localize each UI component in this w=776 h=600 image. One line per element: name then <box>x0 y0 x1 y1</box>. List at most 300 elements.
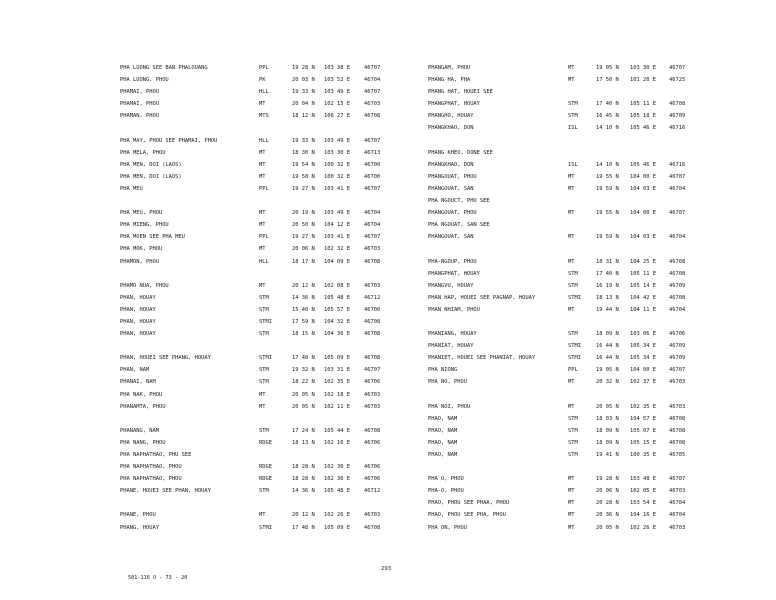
place-name: PHA MEU, PHOU <box>120 210 163 217</box>
feature-code: PK <box>259 77 266 84</box>
feature-code: MT <box>568 77 575 84</box>
gazetteer-entry <box>428 110 696 122</box>
feature-code: MT <box>259 282 266 289</box>
latitude: 19 55 N <box>596 210 619 217</box>
longitude: 102 26 E <box>630 524 656 531</box>
gazetteer-entry <box>428 219 696 231</box>
latitude: 16 45 N <box>596 113 619 120</box>
latitude: 18 13 N <box>596 294 619 301</box>
place-name: PHA-O, PHOU <box>428 488 464 495</box>
place-name: PHAMAN, PHOU <box>120 113 159 120</box>
gazetteer-entry <box>428 231 696 243</box>
map-sheet-number: 46708 <box>364 331 381 338</box>
latitude: 20 50 N <box>292 222 315 229</box>
longitude: 102 26 E <box>324 512 350 519</box>
longitude: 105 11 E <box>630 101 656 108</box>
gazetteer-entry <box>428 243 696 255</box>
longitude: 102 05 E <box>630 488 656 495</box>
map-sheet-number: 46700 <box>364 173 381 180</box>
feature-code: PPL <box>568 367 578 374</box>
place-name: PHA LUONG, PHOU <box>120 77 169 84</box>
latitude: 19 55 N <box>596 173 619 180</box>
place-name: PHAN, NAM <box>120 367 150 374</box>
longitude: 102 18 E <box>324 391 350 398</box>
latitude: 14 36 N <box>292 488 315 495</box>
longitude: 103 49 E <box>324 137 350 144</box>
latitude: 18 09 N <box>596 439 619 446</box>
gazetteer-entry <box>428 401 696 413</box>
longitude: 103 30 E <box>324 149 350 156</box>
map-sheet-number: 46708 <box>669 258 686 265</box>
longitude: 104 00 E <box>630 367 656 374</box>
latitude: 18 09 N <box>596 331 619 338</box>
place-name: PHA NAPHATHAO, PHOU <box>120 464 182 471</box>
feature-code: STM <box>259 294 269 301</box>
latitude: 19 05 N <box>596 367 619 374</box>
feature-code: MT <box>568 476 575 483</box>
feature-code: STM <box>568 439 578 446</box>
map-sheet-number: 46706 <box>364 476 381 483</box>
place-name: PHANIET, HOUEI SEE PHANIAT, HOUAY <box>428 355 536 362</box>
map-sheet-number: 46706 <box>364 439 381 446</box>
longitude: 103 52 E <box>324 77 350 84</box>
place-name: PHA MOK, PHOU <box>120 246 163 253</box>
place-name: PHA MAY, PHOU SEE PHAMAI, PHOU <box>120 137 218 144</box>
feature-code: STMI <box>259 524 272 531</box>
longitude: 102 35 E <box>630 403 656 410</box>
latitude: 18 13 N <box>292 439 315 446</box>
gazetteer-entry <box>120 364 392 376</box>
gazetteer-entry <box>120 122 392 134</box>
map-sheet-number: 46706 <box>364 464 381 471</box>
map-sheet-number: 46703 <box>364 246 381 253</box>
feature-code: MT <box>568 185 575 192</box>
place-name: PHA NAK, PHOU <box>120 391 163 398</box>
place-name: PHANGHO, HOUAY <box>428 113 474 120</box>
place-name: PHAMAI, PHOU <box>120 101 159 108</box>
place-name: PHANE, HOUEI SEE PHAN, HOUAY <box>120 488 211 495</box>
map-sheet-number: 46708 <box>364 113 381 120</box>
latitude: 19 33 N <box>292 137 315 144</box>
longitude: 103 30 E <box>630 65 656 71</box>
feature-code: RDGE <box>259 464 272 471</box>
longitude: 102 16 E <box>324 439 350 446</box>
feature-code: MT <box>259 391 266 398</box>
map-sheet-number: 46703 <box>364 391 381 398</box>
longitude: 102 36 E <box>324 464 350 471</box>
map-sheet-number: 46707 <box>364 137 381 144</box>
place-name: PHA NGOUAT, SAN SEE <box>428 222 490 229</box>
place-name: PHA MEN, DOI (LAOS) <box>120 161 182 168</box>
map-sheet-number: 46704 <box>669 234 686 241</box>
map-sheet-number: 46703 <box>364 403 381 410</box>
gazetteer-entry <box>120 231 392 243</box>
gazetteer-entry <box>428 425 696 437</box>
feature-code: PPL <box>259 185 269 192</box>
map-sheet-number: 46707 <box>364 234 381 241</box>
feature-code: STM <box>259 379 269 386</box>
gazetteer-entry <box>428 304 696 316</box>
place-name: PHA MEU <box>120 185 143 192</box>
gazetteer-entry <box>120 147 392 159</box>
map-sheet-number: 46708 <box>669 427 686 434</box>
longitude: 104 32 E <box>324 318 350 325</box>
longitude: 104 00 E <box>630 210 656 217</box>
place-name: PHA NGOUCT, PHU SEE <box>428 198 490 205</box>
feature-code: MT <box>259 173 266 180</box>
right-column <box>428 62 696 534</box>
feature-code: MT <box>568 234 575 241</box>
feature-code: STM <box>568 331 578 338</box>
longitude: 105 09 E <box>324 355 350 362</box>
gazetteer-entry <box>428 497 696 509</box>
gazetteer-entry <box>428 485 696 497</box>
place-name: PHAO, PHOU SEE PHA, PHOU <box>428 512 506 519</box>
gazetteer-entry <box>428 147 696 159</box>
latitude: 20 06 N <box>596 488 619 495</box>
longitude: 105 57 E <box>324 306 350 313</box>
longitude: 104 09 E <box>324 258 350 265</box>
map-sheet-number: 46708 <box>669 101 686 108</box>
map-sheet-number: 46703 <box>669 379 686 386</box>
gazetteer-entry <box>120 389 392 401</box>
gazetteer-entry <box>120 340 392 352</box>
map-sheet-number: 46700 <box>364 161 381 168</box>
feature-code: STM <box>568 282 578 289</box>
feature-code: MT <box>568 512 575 519</box>
map-sheet-number: 46704 <box>669 500 686 507</box>
latitude: 15 40 N <box>292 306 315 313</box>
gazetteer-entry <box>428 86 696 98</box>
gazetteer-entry <box>428 413 696 425</box>
gazetteer-entry <box>120 522 392 534</box>
place-name: PHANIAT, HOUAY <box>428 343 474 350</box>
map-sheet-number: 46706 <box>364 379 381 386</box>
feature-code: STM <box>259 367 269 374</box>
gazetteer-entry <box>120 183 392 195</box>
latitude: 18 03 N <box>596 415 619 422</box>
latitude: 17 50 N <box>596 77 619 84</box>
place-name: PHAO, NAM <box>428 452 458 458</box>
longitude: 101 20 E <box>630 77 656 84</box>
gazetteer-entry <box>120 171 392 183</box>
latitude: 19 28 N <box>596 476 619 483</box>
latitude: 18 28 N <box>292 476 315 483</box>
feature-code: MT <box>568 524 575 531</box>
longitude: 103 31 E <box>324 367 350 374</box>
longitude: 102 35 E <box>324 379 350 386</box>
gazetteer-entry <box>120 425 392 437</box>
latitude: 19 33 N <box>292 89 315 96</box>
feature-code: MT <box>568 210 575 217</box>
latitude: 20 19 N <box>292 210 315 217</box>
gazetteer-entry <box>120 316 392 328</box>
latitude: 19 41 N <box>596 452 619 458</box>
feature-code: HLL <box>259 89 269 96</box>
longitude: 103 38 E <box>324 65 350 71</box>
map-sheet-number: 46704 <box>669 185 686 192</box>
latitude: 17 40 N <box>596 101 619 108</box>
map-sheet-number: 46706 <box>669 331 686 338</box>
latitude: 20 06 N <box>292 246 315 253</box>
map-sheet-number: 46712 <box>364 294 381 301</box>
longitude: 104 12 E <box>324 222 350 229</box>
latitude: 19 59 N <box>596 185 619 192</box>
map-sheet-number: 46707 <box>669 65 686 71</box>
latitude: 19 44 N <box>596 306 619 313</box>
gazetteer-entry <box>120 413 392 425</box>
map-sheet-number: 46707 <box>364 89 381 96</box>
latitude: 20 12 N <box>292 282 315 289</box>
longitude: 105 14 E <box>630 282 656 289</box>
feature-code: MT <box>568 488 575 495</box>
gazetteer-entry <box>428 122 696 134</box>
latitude: 18 28 N <box>292 464 315 471</box>
place-name: PHA NOI, PHOU <box>428 403 471 410</box>
map-sheet-number: 46712 <box>364 488 381 495</box>
map-sheet-number: 46708 <box>364 318 381 325</box>
map-sheet-number: 46705 <box>669 452 686 458</box>
feature-code: HLL <box>259 137 269 144</box>
feature-code: MT <box>259 246 266 253</box>
feature-code: MT <box>568 500 575 507</box>
map-sheet-number: 46708 <box>364 524 381 531</box>
longitude: 102 11 E <box>324 403 350 410</box>
map-sheet-number: 46716 <box>669 125 686 132</box>
longitude: 105 07 E <box>630 427 656 434</box>
gazetteer-entry <box>428 135 696 147</box>
map-sheet-number: 46707 <box>669 173 686 180</box>
gazetteer-entry <box>428 437 696 449</box>
gazetteer-entry <box>428 316 696 328</box>
feature-code: STM <box>259 331 269 338</box>
longitude: 105 11 E <box>630 270 656 277</box>
map-sheet-number: 46703 <box>669 524 686 531</box>
feature-code: STM <box>259 488 269 495</box>
gazetteer-entry <box>120 461 392 473</box>
map-sheet-number: 46703 <box>364 512 381 519</box>
map-sheet-number: 46704 <box>364 210 381 217</box>
feature-code: STM <box>259 427 269 434</box>
place-name: PHAO, NAM <box>428 415 458 422</box>
longitude: 105 46 E <box>630 161 656 168</box>
latitude: 18 09 N <box>596 427 619 434</box>
place-name: PHAMAI, PHOU <box>120 89 159 96</box>
map-sheet-number: 46709 <box>669 113 686 120</box>
gazetteer-entry <box>120 207 392 219</box>
place-name: PHA MEN, DOI (LAOS) <box>120 173 182 180</box>
feature-code: RDGE <box>259 439 272 446</box>
gazetteer-entry <box>120 110 392 122</box>
map-sheet-number: 46708 <box>669 294 686 301</box>
feature-code: MT <box>259 101 266 108</box>
longitude: 102 15 E <box>324 101 350 108</box>
map-sheet-number: 46709 <box>669 282 686 289</box>
feature-code: MT <box>568 403 575 410</box>
latitude: 18 22 N <box>292 379 315 386</box>
place-name: PHANGPHAT, HOUAY <box>428 270 480 277</box>
gazetteer-entry <box>120 243 392 255</box>
place-name: PHA NANG, PHOU <box>120 439 166 446</box>
latitude: 19 27 N <box>292 234 315 241</box>
longitude: 103 49 E <box>324 210 350 217</box>
longitude: 104 03 E <box>630 185 656 192</box>
map-sheet-number: 46708 <box>364 355 381 362</box>
latitude: 19 54 N <box>292 161 315 168</box>
feature-code: MT <box>568 258 575 265</box>
place-name: PHAO, PHOU SEE PHAA, PHOU <box>428 500 510 507</box>
gazetteer-entry <box>428 364 696 376</box>
latitude: 20 05 N <box>596 524 619 531</box>
gazetteer-entry <box>120 304 392 316</box>
gazetteer-entry <box>428 62 696 74</box>
feature-code: PPL <box>259 65 269 71</box>
feature-code: MT <box>259 149 266 156</box>
longitude: 104 25 E <box>630 258 656 265</box>
place-name: PHANGOUAT, PHOU <box>428 173 477 180</box>
longitude: 105 48 E <box>324 488 350 495</box>
gazetteer-entry <box>428 449 696 461</box>
longitude: 105 15 E <box>630 439 656 446</box>
latitude: 19 27 N <box>292 185 315 192</box>
place-name: PHANGOUAT, SAN <box>428 234 474 241</box>
feature-code: MT <box>568 173 575 180</box>
gazetteer-entry <box>120 437 392 449</box>
longitude: 104 36 E <box>324 331 350 338</box>
feature-code: STMI <box>568 294 581 301</box>
feature-code: STM <box>568 113 578 120</box>
gazetteer-entry <box>120 509 392 521</box>
place-name: PHANG, HOUAY <box>120 524 159 531</box>
page-number: 293 <box>381 566 392 572</box>
longitude: 106 27 E <box>324 113 350 120</box>
longitude: 105 48 E <box>324 294 350 301</box>
gazetteer-entry <box>120 280 392 292</box>
gazetteer-entry <box>428 522 696 534</box>
map-sheet-number: 46708 <box>669 270 686 277</box>
longitude: 102 08 E <box>324 282 350 289</box>
gazetteer-entry <box>120 268 392 280</box>
map-sheet-number: 46707 <box>669 476 686 483</box>
gazetteer-entry <box>428 74 696 86</box>
map-sheet-number: 46704 <box>364 77 381 84</box>
place-name: PHANG HA, PHA <box>428 77 471 84</box>
map-sheet-number: 46707 <box>364 65 381 71</box>
gazetteer-entry <box>428 195 696 207</box>
place-name: PHANANG, NAM <box>120 427 159 434</box>
gazetteer-entry <box>120 195 392 207</box>
latitude: 17 48 N <box>292 524 315 531</box>
gazetteer-entry <box>120 62 392 74</box>
feature-code: STMI <box>568 343 581 350</box>
gazetteer-entry <box>120 135 392 147</box>
feature-code: STMI <box>259 355 272 362</box>
map-sheet-number: 46713 <box>364 149 381 156</box>
longitude: 105 46 E <box>630 125 656 132</box>
longitude: 100 32 E <box>324 161 350 168</box>
latitude: 14 10 N <box>596 161 619 168</box>
place-name: PHAO, NAM <box>428 427 458 434</box>
map-sheet-number: 46725 <box>669 77 686 84</box>
feature-code: ISL <box>568 161 578 168</box>
longitude: 103 49 E <box>324 89 350 96</box>
place-name: PHAN, HOUAY <box>120 294 156 301</box>
map-sheet-number: 46700 <box>364 306 381 313</box>
latitude: 18 17 N <box>292 258 315 265</box>
place-name: PHAN, HOUAY <box>120 318 156 325</box>
gazetteer-entry <box>428 280 696 292</box>
feature-code: STM <box>568 427 578 434</box>
longitude: 100 35 E <box>630 452 656 458</box>
map-sheet-number: 46703 <box>669 403 686 410</box>
gazetteer-entry <box>428 340 696 352</box>
latitude: 18 31 N <box>596 258 619 265</box>
gazetteer-entry <box>428 376 696 388</box>
feature-code: STM <box>568 270 578 277</box>
latitude: 16 44 N <box>596 343 619 350</box>
longitude: 105 34 E <box>630 355 656 362</box>
map-sheet-number: 46704 <box>669 306 686 313</box>
longitude: 104 03 E <box>630 234 656 241</box>
map-sheet-number: 46708 <box>364 258 381 265</box>
gazetteer-entry <box>120 497 392 509</box>
latitude: 16 44 N <box>596 355 619 362</box>
latitude: 19 32 N <box>292 367 315 374</box>
place-name: PHANGOUAT, SAN <box>428 185 474 192</box>
gazetteer-entry <box>120 473 392 485</box>
place-name: PHANAI, NAM <box>120 379 156 386</box>
gazetteer-entry <box>428 207 696 219</box>
latitude: 20 28 N <box>596 500 619 507</box>
longitude: 105 34 E <box>630 343 656 350</box>
place-name: PHAN, HOUAY <box>120 306 156 313</box>
place-name: PHA NO, PHOU <box>428 379 467 386</box>
map-sheet-number: 46707 <box>364 185 381 192</box>
latitude: 19 28 N <box>292 65 315 71</box>
longitude: 103 54 E <box>630 500 656 507</box>
gazetteer-entry <box>428 159 696 171</box>
latitude: 20 32 N <box>596 379 619 386</box>
map-sheet-number: 46704 <box>669 512 686 519</box>
longitude: 104 16 E <box>630 512 656 519</box>
place-name: PHA NIONG <box>428 367 458 374</box>
gazetteer-entry <box>428 256 696 268</box>
feature-code: MTS <box>259 113 269 120</box>
feature-code: MT <box>568 65 575 71</box>
map-sheet-number: 46708 <box>669 439 686 446</box>
feature-code: MT <box>259 210 266 217</box>
place-name: PHAN NHIAM, PHOU <box>428 306 480 313</box>
longitude: 105 18 E <box>630 113 656 120</box>
place-name: PHANE, PHOU <box>120 512 156 519</box>
feature-code: STMI <box>568 355 581 362</box>
map-sheet-number: 46703 <box>669 488 686 495</box>
latitude: 14 36 N <box>292 294 315 301</box>
gazetteer-entry <box>428 98 696 110</box>
place-name: PHAN, HOUAY <box>120 331 156 338</box>
gazetteer-entry <box>120 376 392 388</box>
place-name: PHANGOUAT, PHOU <box>428 210 477 217</box>
gazetteer-entry <box>428 171 696 183</box>
gazetteer-entry <box>428 473 696 485</box>
longitude: 104 11 E <box>630 306 656 313</box>
map-sheet-number: 46703 <box>364 282 381 289</box>
gazetteer-entry <box>120 98 392 110</box>
feature-code: STM <box>568 415 578 422</box>
place-name: PHAO, NAM <box>428 439 458 446</box>
map-sheet-number: 46707 <box>669 210 686 217</box>
latitude: 20 05 N <box>596 403 619 410</box>
